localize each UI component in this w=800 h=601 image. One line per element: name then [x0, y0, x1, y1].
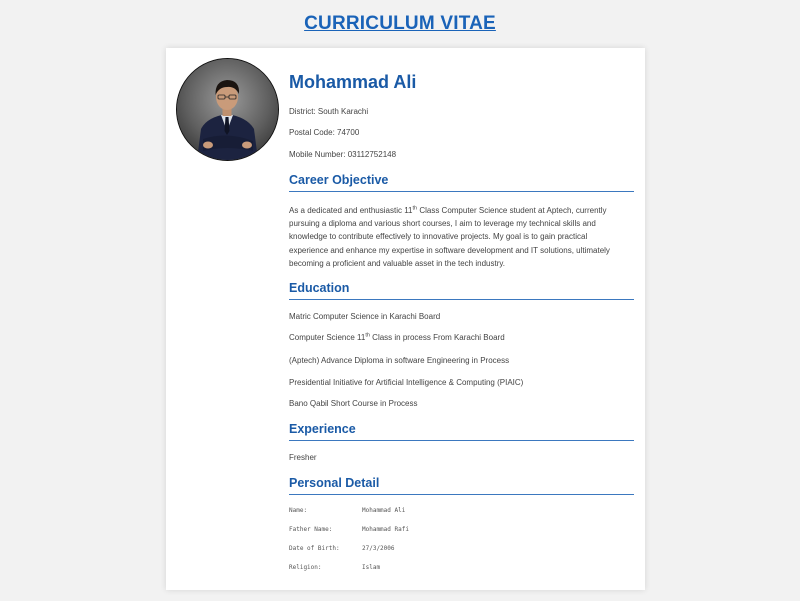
personal-detail-label: Name: — [289, 507, 308, 514]
postal-code-text: Postal Code: 74700 — [289, 128, 360, 137]
education-item: Presidential Initiative for Artificial Intelligence & Computing (PIAIC) — [289, 378, 524, 387]
profile-photo — [176, 58, 279, 161]
page-title: CURRICULUM VITAE — [304, 13, 496, 34]
career-text-superscript: th — [412, 205, 418, 212]
personal-detail-heading: Personal Detail — [289, 476, 634, 495]
personal-detail-label: Father Name: — [289, 526, 333, 533]
career-text-part-2: Class Computer Science student at Aptech, currently pursuing a diploma and various short courses, I aim to leverage my technical skills and knowledge to contribute effectively to innovative projects. My goal is to gain practical experience and enhance my expertise in software development and IT solutions, ultimately becoming a proficient and valuable asset in the tech industry. — [289, 206, 610, 268]
personal-detail-row — [289, 526, 409, 533]
personal-detail-value: Mohammad Ali — [362, 507, 406, 514]
education-heading: Education — [289, 281, 634, 300]
personal-detail-row — [289, 564, 380, 571]
personal-detail-value: Islam — [362, 564, 381, 571]
personal-detail-row — [289, 545, 395, 552]
education-item: Matric Computer Science in Karachi Board — [289, 312, 441, 321]
education-item-part-2: Class in process From Karachi Board — [369, 333, 505, 342]
education-item-part-1: Computer Science 11 — [289, 333, 366, 342]
personal-detail-value: Mohammad Rafi — [362, 526, 409, 533]
career-text-part-1: As a dedicated and enthusiastic 11 — [289, 206, 413, 215]
career-objective-heading: Career Objective — [289, 173, 634, 192]
person-name: Mohammad Ali — [289, 72, 417, 92]
district-text: District: South Karachi — [289, 107, 369, 116]
education-item — [289, 333, 505, 342]
education-item: Bano Qabil Short Course in Process — [289, 399, 418, 408]
career-objective-text — [289, 204, 627, 270]
experience-text: Fresher — [289, 453, 317, 462]
experience-heading: Experience — [289, 422, 634, 441]
profile-photo-illustration — [177, 59, 278, 160]
personal-detail-label: Date of Birth: — [289, 545, 340, 552]
cv-card — [166, 48, 645, 590]
mobile-number-text: Mobile Number: 03112752148 — [289, 150, 397, 159]
personal-detail-value: 27/3/2006 — [362, 545, 395, 552]
personal-detail-row — [289, 507, 405, 514]
personal-detail-label: Religion: — [289, 564, 322, 571]
education-item: (Aptech) Advance Diploma in software Engineering in Process — [289, 356, 510, 365]
education-item-superscript: th — [365, 332, 370, 339]
